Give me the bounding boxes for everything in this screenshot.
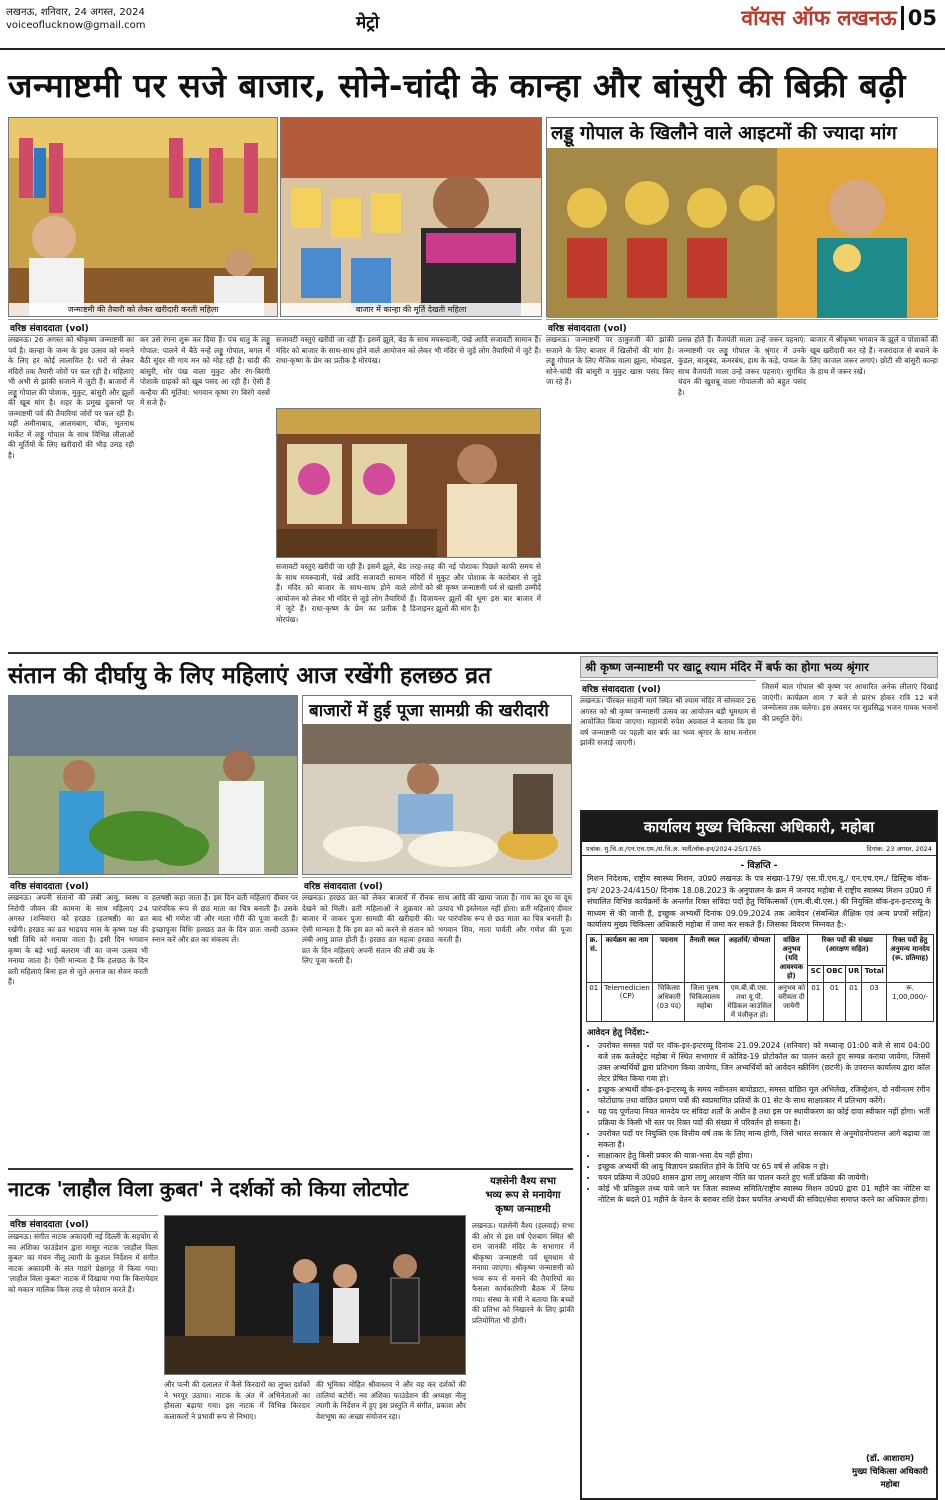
story1-photo-2-caption: बाजार में कान्हा की मूर्ति देखती महिला — [281, 303, 541, 316]
cell-total: 03 — [862, 982, 887, 1021]
story1-col-3: सजावटी वस्तुएं खरीदी जा रही हैं। इसमें झूले, बेड के साथ मयरूदानी, पंखे आदि सजावटी सामान हैं। मंदिर को बाजार के साथ-साथ होने वाले आयोजन को लेकर भी मंदिर से जुड़े लोग तैयारियों में जुटे हैं। राधा-कृष्ण के प्रेम का प्रतीक है मोरपंख। — [276, 335, 541, 365]
divider — [8, 1168, 573, 1170]
cell-post: चिकित्सा अधिकारी (03 पद) — [653, 982, 685, 1021]
ad-intro: मिशन निदेशक, राष्ट्रीय स्वास्थ्य मिशन, उ0प्र0 लखनऊ के पत्र संख्या-179/ एस.पी.एम.यू./ एन.एच.एम./ डिस्ट्रिक वॉक-इन/ 2023-24/4150/ दिनांक 18.08.2023 के अनुपालन के क्रम में जनपद महोबा में राष्ट्रीय स्वास्थ्य मिशन उ0प्र0 में संचालित विभिन्न कार्यक्रमों के अन्तर्गत रिक्त संविदा पदों हेतु चिकित्सकों (एम.बी.बी.एस.) की नियुक्ति वॉक-इन-इन्टरव्यू के माध्यम से की जानी है, इच्छुक अभ्यर्थी दिनांक 09.09.2024 तक आवेदन (संबन्धित शैक्षिक एवं अन्य प्रपत्रों सहित) कार्यालय मुख्य चिकित्सा अधिकारी महोबा में जमा कर सकते हैं। जिसका विवरण निम्नवत है:- — [587, 874, 931, 929]
story2-inset-headline: बाजारों में हुई पूजा सामग्री की खरीदारी — [309, 701, 549, 721]
story1-byline: वरिष्ठ संवाददाता (vol) — [8, 319, 542, 336]
story3-col-1: लखनऊ। पीरबल साहनी मार्ग स्थित श्री श्याम मंदिर में सोमवार 26 अगस्त को श्री कृष्ण जन्माष्टमी उत्सव का आयोजन बड़ी धूमधाम से आयोजित किया जाएगा। महामंत्री रुपेश अग्रवाल ने बताया कि इस वर्ष जन्माष्टमी पर पहली बार बर्फ का भव्य श्रृंगार के साथ मनोरम झांकी सजाई जाएगी। — [580, 696, 756, 747]
market-shopping-photo — [9, 118, 278, 317]
section-label: मेट्रो — [356, 13, 380, 33]
story4-photo — [164, 1215, 466, 1375]
th-experience: वांछित अनुभव (यदि आवश्यक हो) — [775, 934, 808, 982]
story1-col-4: तरह-तरह की नई पोशाकः पिछले काफी समय से मंदिरों में मुकुट और पोशाक के कारोबार से जुड़े लोगों को श्री कृष्ण जन्माष्टमी पर्व से खासी उम्मीदें हैं। दिजायनर झूलों की धूमः इस बार बाजार में डिजाइनर झूलों की मांग है। — [410, 562, 541, 613]
story3-byline: वरिष्ठ संवाददाता (vol) — [580, 680, 756, 697]
story1-inset-headline: लड्डू गोपाल के खिलौने वाले आइटमों की ज्यादा मांग — [551, 123, 897, 144]
story1-col-1: लखनऊ। 26 अगस्त को श्रीकृष्ण जन्माष्टमी का पर्व है। कान्हा के जन्म के इस उत्सव को मनाने के लिए हर कोई लालायित है। घरों से लेकर मंदिरों तक तैयारी जोरों पर चल रही है। महिलाएं भी अभी से झांकी सजाने में जुटी हैं। बाजारों में लड्डू गोपाल की पोशाक, मुकुट, बांसुरी और झूलों की खूब मांग है। शहर के प्रमुख दुकानों पर जन्माष्टमी पर्व की तैयारियां जोरों पर चल रही हैं। यहीं अमीनाबाद, आलमबाग, चौक, भूतनाथ मार्केट में लड्डू गोपाल के साथ विभिन्न लीलाओं की मूर्तियों के लिए खरीदारों की भीड़ उमड़ रही है। — [8, 335, 134, 460]
instruction-item: • इच्छुक अभ्यर्थी वॉक-इन-इन्टरव्यू के समय नवीनतम बायोडाटा, समस्त वांछित मूल अभिलेख, रजिस्ट्रेशन, दो नवीनतम रंगीन फोटोग्राफ तथा वांछित प्रमाण पत्रों की स्वप्रमाणित प्रतियों के 01 सेट के साथ साक्षात्कार में प्रतिभाग करेंगे। — [598, 1084, 930, 1106]
ad-notice: - विज्ञप्ति - — [740, 861, 778, 871]
story4-col-2: और पत्नी की दलालत में कैसे किरदारों का लुफ्त दर्शकों ने भरपूर उठाया। नाटक के अंत में अभिनेताओं का हौसला बढ़ाया गया। इस नाटक में विभिन्न किरदार कलाकारों ने प्रभावी रूप से निभाए। — [164, 1380, 310, 1421]
story2-byline-2: वरिष्ठ संवाददाता (vol) — [302, 877, 572, 894]
story2-col-4: साथ आदि की खाया जाता है। गाय का दूध या दूध उत्पाद भी इस्तेमाल नहीं होता। व्रती महिलाएं दीवार पर पारंपरिक रूप से छठ माता का चित्र बनाती हैं। भगवान शिव, माता पार्वती और गणेश की पूजा करती हैं। — [438, 893, 572, 944]
page-number: 05 — [901, 6, 937, 30]
instruction-item: • चयन प्रक्रिया में उ0प्र0 शासन द्वारा लागू आरक्षण नीति का पालन करते हुए भर्ती प्रक्रिया की जायेगी। — [598, 1172, 930, 1183]
laddu-gopal-toys-photo — [547, 148, 937, 318]
cell-obc: 01 — [824, 982, 846, 1021]
ad-signature-block — [852, 1453, 928, 1492]
story1-col-5: लखनऊ। जन्माष्टमी पर ठाकुरजी की झांकी सजाने के लिए बाजार में खिलौनों की मांग है। लड्डू गोपाल के लिए मैजिक वाला झूला, मोबाइल, सोने-चांदी की बांसुरी व मुकुट खास पसंद किए जा रहे हैं। — [546, 335, 674, 386]
story1-photo-2 — [280, 117, 542, 317]
th-honorarium: रिक्त पदों हेतु अनुमन्य मानदेय (रू. प्रतिमाह) — [887, 934, 934, 982]
instruction-item: • कोई भी प्रतिकूल तथ्य पाये जाने पर जिला स्वास्थ्य समिति/राष्ट्रीय स्वास्थ्य मिशन उ0प्र0 द्वारा 01 महीने का नोटिस या नोटिस के बदले 01 महीने के वेतन के बराबर राशि देकर चयनित अभ्यर्थी की संविदा/सेवा समाप्त करने का अधिकार होगा। — [598, 1183, 930, 1205]
paper-name: वॉयस ऑफ लखनऊ — [741, 6, 897, 30]
ad-title: कार्यालय मुख्य चिकित्सा अधिकारी, महोबा — [582, 812, 936, 842]
story4-byline: वरिष्ठ संवाददाता (vol) — [8, 1215, 158, 1232]
puja-samagri-stall-photo — [303, 724, 571, 874]
cell-program: Telemedicien (CP) — [601, 982, 653, 1021]
masthead — [0, 0, 945, 50]
ad-ref-row — [582, 842, 936, 856]
divider — [8, 652, 938, 654]
story4-col-3: की भूमिका मोहित श्रीवास्तव ने और वह कर दर्शकों की तालियां बटोरीं। नव अंशिका फाउंडेशन की अध्यक्षा नीलू त्यागी के निर्देशन में हुए इस प्रस्तुति में संगीत, प्रकाश और वेशभूषा का अच्छा संयोजन रहा। — [316, 1380, 466, 1421]
story3-headline-bar — [580, 656, 938, 678]
table-row — [587, 982, 934, 1021]
story1-col-2: कर उसे रंगना शुरू कर दिया है। पंच धातु के लड्डू गोपाल: पालने में बैठे नन्हें लड्डू गोपाल, बगल में बैठी सुंदर सी गाय मन को मोह रही है। चांदी की बांसुरी, मोर पंख वाला मुकुट और रंग-बिरंगी पोशाकें ग्राहकों को खूब पसंद आ रही हैं। ऐसी हैं कन्हैया की मूर्तियां: भगवान कृष्ण रंग बिरंगे वस्त्रों में सजे हैं। — [140, 335, 270, 407]
theatre-stage-photo — [165, 1216, 466, 1375]
story1-inset — [546, 117, 938, 317]
temple-idols-shop-photo — [277, 409, 541, 558]
ad-date: दिनांक: 23 अगस्त, 2024 — [866, 845, 932, 853]
ad-designation: मुख्य चिकित्सा अधिकारी — [852, 1467, 928, 1477]
idol-shopping-photo — [281, 118, 542, 317]
instruction-item: • उपरोक्त पदों पर नियुक्ति एक वित्तीय वर्ष तक के लिए मान्य होगी, जिसे भारत सरकार से अनुमोदनोपरान्त आगे बढ़ाया जा सकता है। — [598, 1128, 930, 1150]
th-sc: SC — [808, 966, 824, 983]
story1-col-3b: सजावटी वस्तुएं खरीदी जा रही हैं। इसमें झूले, बेड के साथ मयरूदानी, पंखे आदि सजावटी सामान हैं। मंदिर को बाजार के साथ-साथ होने वाले आयोजन को लेकर भी मंदिर से जुड़े लोग तैयारियों में जुटे हैं। राधा-कृष्ण के प्रेम का प्रतीक है मोरपंख। — [276, 562, 406, 624]
contact-email[interactable]: voiceoflucknow@gmail.com — [6, 20, 146, 31]
th-sno: क्र. सं. — [587, 934, 602, 982]
story4-col-1: लखनऊ। संगीत नाटक अकादमी नई दिल्ली के सहयोग से नव अंशिका फाउंडेशन द्वारा मासूर नाटक 'लाहौल विला कुबत' का मंचन नीलू त्यागी के कुशल निर्देशन में संगीत नाटक अकादमी के संत गाडगे प्रेक्षागृह में किया गया। 'लाहौल विला कुबत' नाटक में दिखाया गया कि किरायेदार को मकान मालिक किस तरह से परेशान करते हैं। — [8, 1232, 158, 1294]
th-location: तैनाती स्थल — [685, 934, 724, 982]
ad-instructions-title: आवेदन हेतु निर्देश:- — [587, 1027, 650, 1038]
cell-sno: 01 — [587, 982, 602, 1021]
story1-headline: जन्माष्टमी पर सजे बाजार, सोने-चांदी के कान्हा और बांसुरी की बिक्री बढ़ी — [8, 66, 906, 105]
story2-col-1: लखनऊ। अपनी संतानों की लंबी आयु, स्वस्थ व निरोगी जीवन की कामना के साथ महिलाएं 24 अगस्त (शनिवार) को हरछठ (हलषष्ठी) का व्रत रखेंगी। हरछठ का व्रत भाद्रपद मास के कृष्ण पक्ष की षष्ठी तिथि को मनाया जाता है। इसी दिन भगवान कृष्ण के बड़े भाई बलराम जी का जन्म उत्सव भी मनाया जाता है। ऐसी मान्यता है कि हलछठ के दिन व्रती महिलाएं बिना हल से जुते अनाज का सेवन करती हैं। — [8, 893, 148, 986]
story3-col-2: जिसमें बाल गोपाल श्री कृष्ण पर आधारित अनेक लीलाएं दिखाई जाएंगी। कार्यक्रम शाम 7 बजे से प्रारंभ होकर रात्रि 12 बजे जन्मोत्सव तक चलेगा। इस अवसर पर सुप्रसिद्ध भजन गायक भजनों की प्रस्तुति देंगे। — [762, 682, 938, 723]
puja-shopping-street-photo — [9, 696, 298, 875]
th-post: पदनाम — [653, 934, 685, 982]
cell-qualification: एम.बी.बी.एस. तथा यू.पी. मेडिकल काउंसिल में पंजीकृत हो। — [724, 982, 775, 1021]
ad-place: महोबा — [880, 1480, 900, 1490]
story1-photo-3 — [276, 408, 541, 558]
instruction-item: • साक्षात्कार हेतु किसी प्रकार की यात्रा-भत्ता देय नहीं होगा। — [598, 1150, 930, 1161]
cell-experience: अनुभव को वरीयता दी जायेगी — [775, 982, 808, 1021]
story1-col-6: प्रसन्न होते हैं। वैजयंती माला उन्हें जरूर पहनाएं: जन्माष्टमी पर लड्डू गोपाल के श्रृंगार में उनके कुंडल, बाजूबंद, कमरबंध, हाथ के कड़े, पायल के साथ वैजयंती माला उन्हें जरूर पहनाएं। सुगंधित चंदन की खुशबू वाला गोपालजी को बहुत पसंद है। — [678, 335, 806, 397]
cmo-advertisement — [580, 810, 938, 1500]
cell-honorarium: रू. 1,00,000/- — [887, 982, 934, 1021]
instruction-item: • इच्छुक अभ्यर्थी की आयु विज्ञापन प्रकाशित होने के तिथि पर 65 वर्ष से अधिक न हो। — [598, 1161, 930, 1172]
ad-instructions-list — [582, 1040, 936, 1205]
story3-headline: श्री कृष्ण जन्माष्टमी पर खाटू श्याम मंदिर में बर्फ का होगा भव्य श्रृंगार — [585, 660, 869, 674]
cell-sc: 01 — [808, 982, 824, 1021]
ad-ref: पत्रांक: मु.चि.अ./एन.एच.एम./सं.चि.अ. भर्ती/वॉक-इन/2024-25/1765 — [586, 845, 762, 853]
story4-headline: नाटक 'लाहौल विला कुबत' ने दर्शकों को किया लोटपोट — [8, 1177, 409, 1201]
story5-headline-line-2: भव्य रूप से मनायेगा — [485, 1190, 561, 1201]
vacancy-table — [586, 934, 934, 1022]
story5 — [472, 1175, 574, 1495]
story5-headline-line-1: यज्ञसेनी वैश्य सभा — [489, 1176, 557, 1187]
th-vacancy-group: रिक्त पदों की संख्या (आरक्षण सहित) — [808, 934, 887, 966]
story2-photo-1 — [8, 695, 298, 875]
story5-headline-line-3: कृष्ण जन्माष्टमी — [495, 1204, 551, 1215]
story5-headline — [472, 1175, 574, 1217]
story2-col-3: लखनऊ। हरछठ व्रत को लेकर बाजारों में रौनक देखने को मिली। व्रती महिलाओं ने शुक्रवार को बाजार में जाकर पूजा सामग्री की खरीदारी की। ऐसी मान्यता है कि इस व्रत को करने से संतान को लंबी आयु प्राप्त होती है। हरछठ व्रत महत्वः हरछठ व्रत के दिन महिलाएं अपनी संतान की लंबी उम्र के लिए पूजा करती हैं। — [302, 893, 434, 965]
story2-headline: संतान की दीर्घायु के लिए महिलाएं आज रखेंगी हलछठ व्रत — [8, 663, 492, 689]
story1-photo-1 — [8, 117, 278, 317]
instruction-item: • उपरोक्त समस्त पदों पर वॉक-इन-इन्टरव्यू दिनांक 21.09.2024 (शनिवार) को मध्यान्ह 01:00 बजे से सायं 04:00 बजे तक कलेक्ट्रेट महोबा में स्थित सभागार में कोविड-19 प्रोटोकॉल का पालन करते हुए सम्पन्न कराया जायेगा, जिसमें उक्त अभ्यर्थियों द्वारा प्रतिभाग किया जायेगा, जिन अभ्यर्थियों को आवेदन स्क्रीनिंग (छटनी) के उपरान्त कार्यालय द्वारा कॉल लेटर प्रेषित किया गया हो। — [598, 1040, 930, 1084]
story1-byline-2: वरिष्ठ संवाददाता (vol) — [546, 319, 938, 336]
instruction-item: • यह पद पूर्णतया नियत मानदेय पर संविदा शर्तों के अधीन है तथा इस पर स्थायीकरण का कोई दावा स्वीकार नहीं होगा। भर्ती प्रक्रिया के किसी भी स्तर पर रिक्त पदों की संख्या में परिवर्तन हो सकता है। — [598, 1106, 930, 1128]
dateline: लखनऊ, शनिवार, 24 अगस्त, 2024 — [6, 7, 145, 18]
story2-col-2: हलषष्ठी कहा जाता है। इस दिन व्रती महिलाएं दीवार पर पारंपरिक रूप से छठ माता का चित्र बनाती हैं। उसके बाद श्री गणेश जी और माता गौरी की पूजा करती हैं। इच्छापूजा विधिः हलछठ व्रत के दिन प्रातः जल्दी उठकर स्नान करें और व्रत का संकल्प लें। — [152, 893, 298, 944]
cell-location: जिला पुरुष चिकित्सालय महोबा — [685, 982, 724, 1021]
story5-col-1: लखनऊ। यज्ञसेनी वैश्य (हलवाई) सभा की ओर से इस वर्ष ऐशबाग स्थित श्री राम जानकी मंदिर के सभागार में श्रीकृष्ण जन्माष्टमी पर्व धूमधाम से मनाया जाएगा। श्रीकृष्ण जन्माष्टमी को भव्य रूप से मनाने की तैयारियों का फैसला कार्यकारिणी बैठक में लिया गया। संस्था के मंत्री ने बताया कि बच्चों की प्रतिभा को निखारने के लिए झांकी प्रतियोगिता भी होगी। — [472, 1221, 574, 1325]
th-obc: OBC — [824, 966, 846, 983]
paper-title — [741, 4, 937, 32]
story2-inset — [302, 695, 572, 875]
th-total: Total — [862, 966, 887, 983]
story2-byline: वरिष्ठ संवाददाता (vol) — [8, 877, 298, 894]
cell-ur: 01 — [845, 982, 861, 1021]
th-ur: UR — [845, 966, 861, 983]
ad-signatory: (डॉ. आशाराम) — [865, 1454, 915, 1464]
story1-col-7: बाजार में श्रीकृष्ण भगवान के झूले व पोशाकों की खूब खरीदारी कर रहे हैं। नजरांदाज से बचाने के लिए काजल जरूर लगाएं। छोटी सी बांसुरी कान्हा के हाथ में जरूर रखें। — [810, 335, 938, 376]
story1-photo-1-caption: जन्माष्टमी की तैयारी को लेकर खरीदारी करती महिला — [9, 303, 277, 316]
th-qualification: अहर्तायें/ योग्यता — [724, 934, 775, 982]
dateline-block — [6, 6, 145, 32]
th-program: कार्यक्रम का नाम — [601, 934, 653, 982]
